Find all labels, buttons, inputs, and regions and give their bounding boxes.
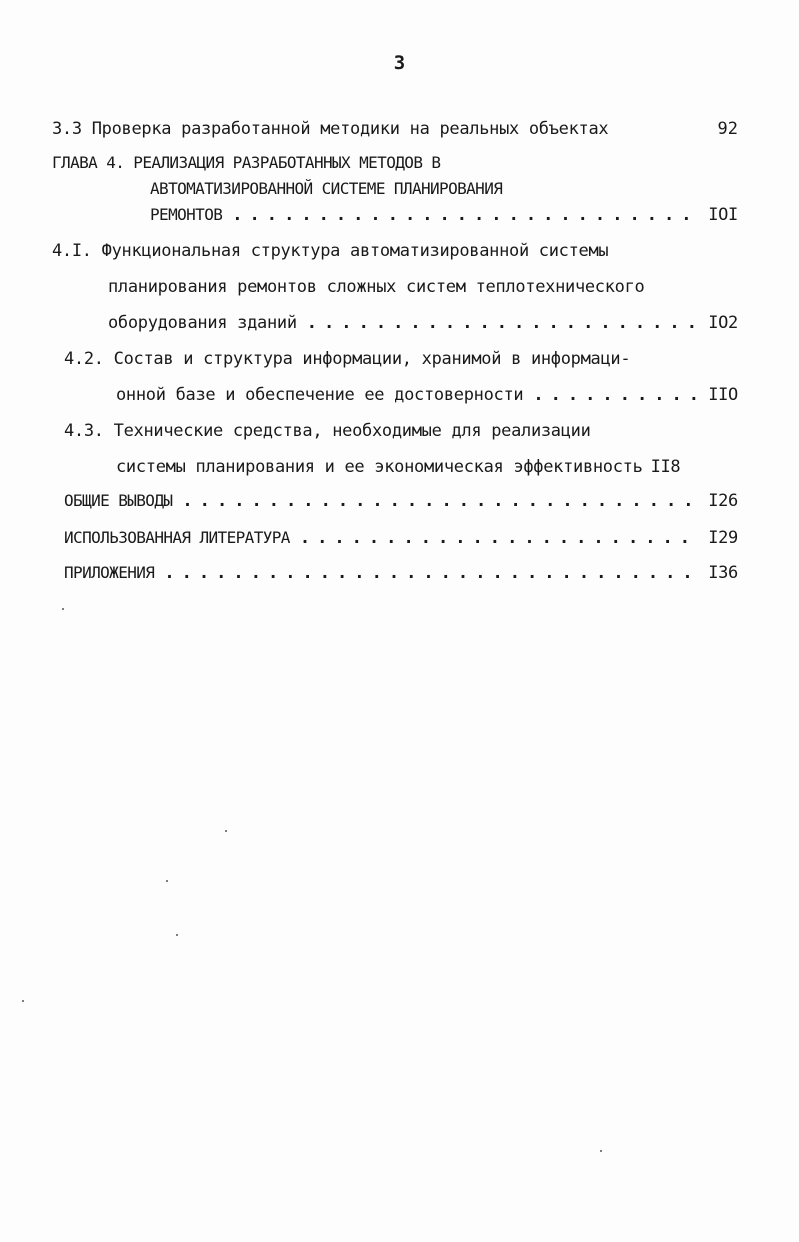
toc-entry-4-1-line2: планирования ремонтов сложных систем теплотехнического [108, 277, 645, 297]
scan-speck [176, 934, 178, 936]
dot-leader [232, 204, 700, 226]
toc-appendices-label: ПРИЛОЖЕНИЯ [64, 563, 155, 582]
toc-entry-4-3-line1: 4.3. Технические средства, необходимые для реализации [64, 421, 591, 441]
toc-entry-4-1-page: IO2 [708, 313, 738, 333]
dot-leader [164, 562, 700, 584]
scan-speck [600, 1150, 602, 1152]
toc-chapter-4-page: IOI [708, 205, 738, 225]
toc-literature [64, 527, 738, 549]
toc-chapter-4-line3 [150, 204, 738, 226]
dot-leader [300, 527, 700, 549]
toc-entry-4-2-line2 [116, 384, 738, 406]
dot-leader [307, 312, 700, 334]
toc-entry-4-1-line1: 4.I. Функциональная структура автоматизированной системы [52, 241, 609, 261]
toc-literature-page: I29 [708, 528, 738, 548]
toc-entry-3-3-page: 92 [717, 119, 738, 139]
dot-leader [182, 490, 700, 512]
toc-entry-3-3-label: 3.3 Проверка разработанной методики на реальных объектах [52, 119, 609, 139]
scan-speck [62, 608, 64, 610]
scan-speck [166, 880, 168, 882]
toc-entry-4-2-line1: 4.2. Состав и структура информации, хранимой в информаци- [64, 349, 631, 369]
dot-leader [533, 384, 700, 406]
toc-entry-4-2-line2-text: онной базе и обеспечение ее достоверности [116, 385, 524, 405]
toc-appendices-page: I36 [708, 563, 738, 583]
toc-entry-4-1-line3 [108, 312, 738, 334]
toc-entry-4-3-line2-text: системы планирования и ее экономическая эффективность [116, 457, 643, 477]
toc-entry-4-3-line2 [116, 456, 738, 478]
toc-entry-4-2-page: IIO [708, 385, 738, 405]
toc-conclusions-label: ОБЩИЕ ВЫВОДЫ [64, 491, 173, 510]
toc-conclusions-page: I26 [708, 491, 738, 511]
toc-literature-label: ИСПОЛЬЗОВАННАЯ ЛИТЕРАТУРА [64, 528, 290, 547]
scan-speck [22, 1000, 24, 1002]
scan-speck [225, 830, 227, 832]
toc-entry-4-1-line3-text: оборудования зданий [108, 313, 297, 333]
toc-chapter-4-line2: АВТОМАТИЗИРОВАННОЙ СИСТЕМЕ ПЛАНИРОВАНИЯ [150, 179, 503, 198]
toc-appendices [64, 562, 738, 584]
page-number: 3 [393, 52, 406, 74]
toc-conclusions [64, 490, 738, 512]
toc-chapter-4-line1: ГЛАВА 4. РЕАЛИЗАЦИЯ РАЗРАБОТАННЫХ МЕТОДОВ В [52, 153, 441, 172]
toc-entry-4-3-page: II8 [650, 457, 681, 477]
toc-chapter-4-line3-text: РЕМОНТОВ [150, 205, 223, 224]
